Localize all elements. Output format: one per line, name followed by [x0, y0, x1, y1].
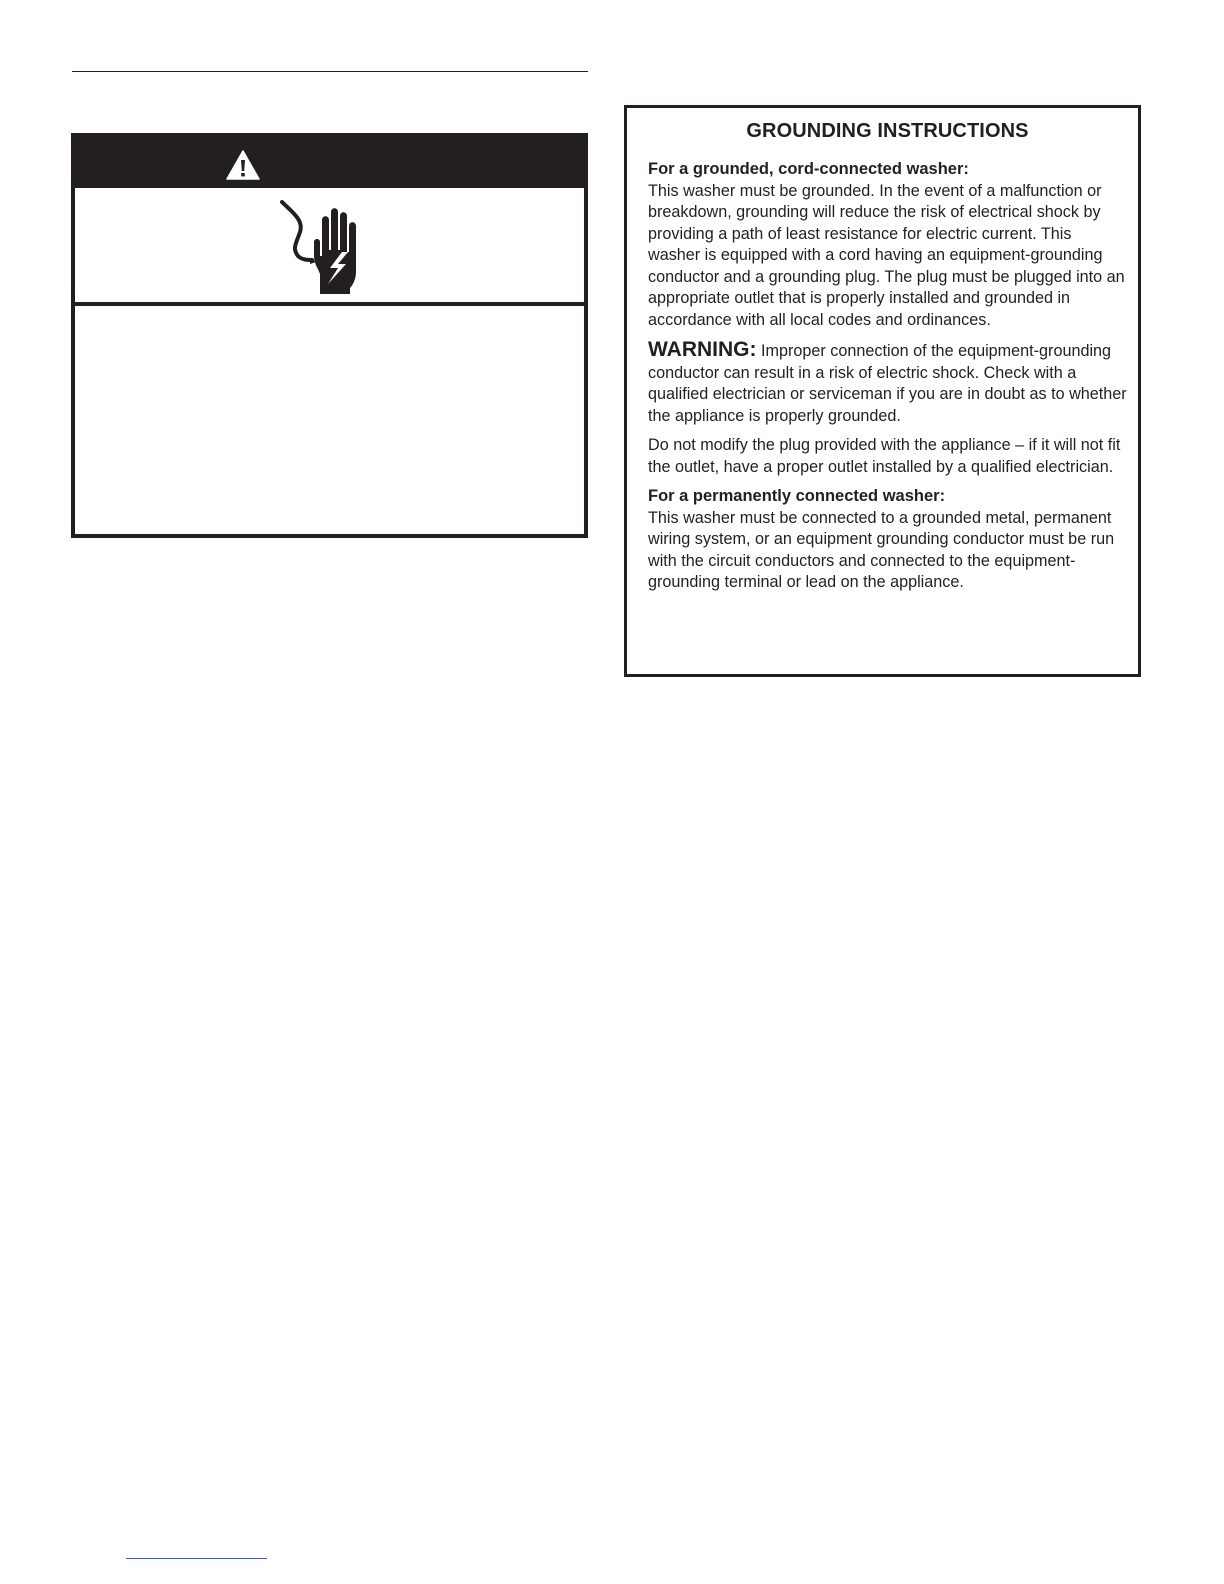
warning-text-panel — [75, 306, 584, 534]
modify-plug-text: Do not modify the plug provided with the appliance – if it will not fit the outlet, have a proper outlet installed by a qualified electrician. — [648, 436, 1121, 476]
cord-connected-text: This washer must be grounded. In the event of a malfunction or breakdown, grounding will reduce the risk of electrical shock by providing a path of least resistance for electric current. This washer is equipped with a cord having an equipment-grounding conductor and a grounding plug. The plug must be plugged into an appropriate outlet that is properly installed and grounded in accordance with all local codes and ordinances. — [648, 181, 1125, 329]
warning-text: Improper connection of the equipment-grounding conductor can result in a risk of electric shock. Check with a qualified electrician or serviceman if you are in doubt as to whether the appliance is properly grounded. — [648, 342, 1127, 425]
permanent-connection-text: This washer must be connected to a grounded metal, permanent wiring system, or an equipment grounding conductor must be run with the circuit conductors and connected to the equipment-grounding terminal or lead on the appliance. — [648, 508, 1115, 591]
warning-paragraph — [648, 339, 1127, 427]
warning-box — [71, 133, 588, 538]
cord-connected-heading: For a grounded, cord-connected washer: — [648, 160, 969, 178]
hazard-symbol-panel — [75, 188, 584, 306]
electrical-shock-hand-icon — [274, 198, 366, 296]
grounding-title: GROUNDING INSTRUCTIONS — [746, 120, 1029, 142]
warning-header — [75, 137, 584, 188]
footer-divider — [126, 1558, 267, 1559]
warning-triangle-icon — [226, 150, 260, 180]
warning-label: WARNING: — [648, 338, 757, 361]
permanent-connection-heading: For a permanently connected washer: — [648, 487, 946, 505]
top-divider — [72, 71, 588, 72]
grounding-instructions-box — [624, 105, 1141, 677]
